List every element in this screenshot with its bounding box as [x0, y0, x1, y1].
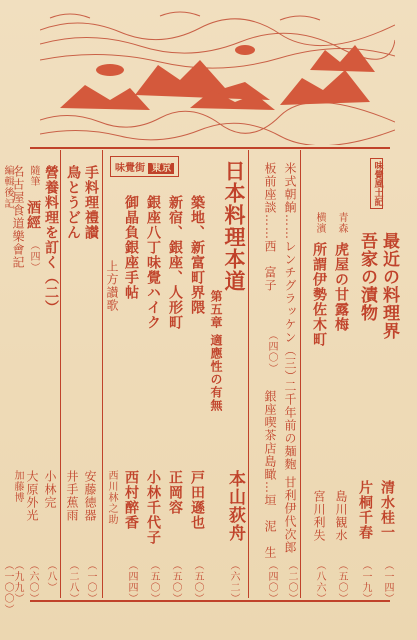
- toc-prefix: 隨筆: [28, 165, 39, 187]
- header-rule: [30, 147, 390, 149]
- toc-author: 大原外光: [25, 470, 39, 522]
- toc-page: （五〇）: [336, 560, 347, 604]
- toc-page: （九九）: [12, 560, 23, 604]
- toc-note: （四）: [28, 240, 39, 273]
- toc-page: （八六）: [314, 560, 325, 604]
- toc-prefix: 横濱: [314, 212, 325, 234]
- toc-author: 小林完: [43, 470, 57, 509]
- toc-page: （五〇）: [148, 560, 159, 604]
- toc-title: 吾家の漬物: [357, 232, 377, 322]
- toc-author: 西川林之助: [106, 470, 117, 525]
- toc-title: 營養料理を訂く（二）: [43, 165, 59, 315]
- main-subheading: 第五章 適應性の有無: [209, 290, 223, 413]
- toc-author: 宮川利失: [312, 490, 326, 542]
- toc-author: 小林千代子: [145, 470, 161, 545]
- toc-page: （四四）: [126, 560, 137, 604]
- tokyo-label: 味覺街: [115, 163, 145, 174]
- column-divider: [248, 150, 249, 598]
- main-heading: 日本料理本道: [222, 160, 247, 292]
- toc-title: 名古屋食道樂會記: [11, 165, 25, 269]
- toc-title: 築地、新富町界隈: [189, 195, 205, 315]
- toc-title: 鳥とうどん: [65, 165, 81, 240]
- toc-author: 二千年前の麺麭 甘利伊代次郎: [283, 380, 297, 554]
- toc-title: 酒經: [25, 200, 41, 230]
- column-divider: [300, 150, 301, 598]
- toc-author: 島川観水: [334, 490, 348, 542]
- column-divider: [102, 150, 103, 598]
- tokyo-label-inverse: 東京: [148, 163, 174, 174]
- toc-author: 正岡容: [167, 470, 183, 515]
- toc-title: 虎屋の甘露梅: [333, 242, 349, 332]
- toc-page: （六〇）: [27, 560, 38, 604]
- toc-title: 手料理禮讃: [83, 165, 99, 240]
- toc-author: 加藤博: [12, 470, 23, 503]
- toc-title: 所謂伊勢佐木町: [311, 242, 327, 347]
- toc-author: 西村醉香: [123, 470, 139, 530]
- main-author: 本山荻舟: [225, 470, 245, 542]
- toc-title: 上方讃歌: [105, 260, 119, 312]
- toc-title: 米式朝餉……レンチグラッケン（三）: [283, 162, 297, 383]
- toc-page: （五〇）: [192, 560, 203, 604]
- toc-title: 御晶負銀座手帖: [123, 195, 139, 300]
- toc-page: （八）: [45, 560, 56, 593]
- toc-author: 清水桂一: [379, 480, 395, 540]
- toc-author: 片桐千春: [357, 480, 373, 540]
- toc-author: 安藤徳器: [83, 470, 97, 522]
- toc-prefix: 青森: [336, 212, 347, 234]
- toc-author: 戸田遜也: [189, 470, 205, 530]
- toc-page: （一〇〇）: [2, 560, 13, 615]
- toc-page: （一〇）: [85, 560, 96, 604]
- mountain-sea-illustration: [40, 10, 395, 145]
- column-divider: [60, 150, 61, 598]
- toc-page: （一四）: [382, 560, 393, 604]
- toc-title: 板前座談……西 富子: [263, 162, 277, 292]
- toc-page: （二八）: [67, 560, 78, 604]
- main-page: （六二）: [228, 560, 239, 604]
- toc-page: （二〇）: [286, 560, 297, 604]
- toc-page: （四〇）: [266, 330, 277, 374]
- toc-author: 井手蕉雨: [65, 470, 79, 522]
- tokyo-flavor-street-title: [110, 156, 179, 177]
- toc-title: 銀座八丁味覺ハイク: [145, 195, 161, 330]
- toc-title: 新宿、銀座、人形町: [167, 195, 183, 330]
- toc-page: （五〇）: [170, 560, 181, 604]
- toc-page: （四〇）: [266, 560, 277, 604]
- flavor-fudoki-badge: 味覺風土記: [370, 158, 383, 209]
- toc-author: 銀座喫茶店島瞰…垣 泥 生: [263, 390, 277, 559]
- toc-page: （一九）: [360, 560, 371, 604]
- toc-title: 最近の料理界: [379, 232, 399, 340]
- toc-title: 編輯後記: [2, 165, 13, 209]
